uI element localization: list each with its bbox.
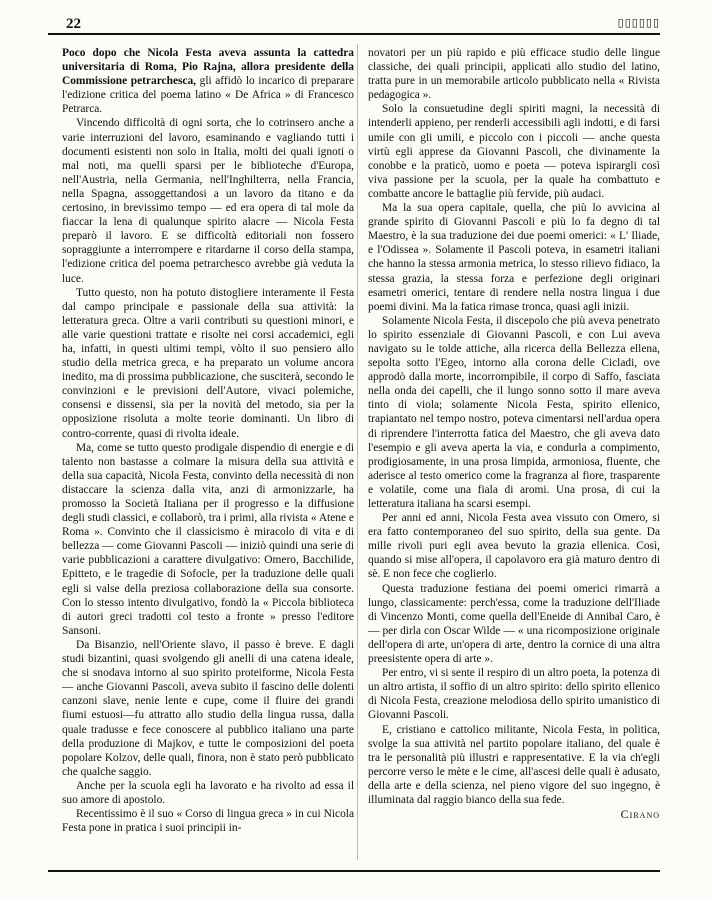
paragraph: Da Bisanzio, nell'Oriente slavo, il passo è breve. E dagli studi bizantini, quasi svolgendo gli anelli di una catena ideale, che si snodava intorno al suo spirito proteiforme, Nicola Festa — anche Giovanni Pascoli, aveva subito il fascino delle dolenti canzoni slave, nenie lente e cupe, come il fluire dei grandi fiumi estuosi—fu attratto allo studio della lingua russa, dalla quale tradusse e fece conoscere al pubblico italiano una parte della produzione di Majkov, e tutte le composizioni del poeta popolare Kolzov, delle quali, finora, non è stato però pubblicato che qualche saggio.: [62, 638, 354, 778]
paragraph: Per entro, vi si sente il respiro di un altro poeta, la potenza di un altro artista, il soffio di un altro spirito: dello spirito ellenico di Nicola Festa, creazione melodiosa dello spirito umanistico di Giovanni Pascoli.: [368, 667, 660, 722]
header-ornament: ▯▯▯▯▯▯: [617, 17, 660, 29]
lead-text: Poco dopo che Nicola Festa aveva assunta la cattedra universitaria di Roma, Pio Rajna, allora presidente della Commissione petrarchesca,: [62, 47, 354, 88]
paragraph: Recentissimo è il suo « Corso di lingua greca » in cui Nicola Festa pone in pratica i suoi principii in-: [62, 808, 354, 835]
paragraph: Questa traduzione festiana dei poemi omerici rimarrà a lungo, classicamente: perch'essa, come la traduzione dell'Iliade di Vincenzo Monti, come quella dell'Eneide di Annibal Caro, è — per dirla con Oscar Wilde — « una ricomposizione originale dell'opera di arte, un'opera di arte, dentro la cornice di una altra preesistente opera di arte ».: [368, 582, 660, 666]
right-column: [368, 46, 660, 821]
paragraph: Ma la sua opera capitale, quella, che più lo avvicina al grande spirito di Giovanni Pascoli e più lo fa degno di tal Maestro, è la sua traduzione dei due poemi omerici: « L' Iliade, e l'Odissea ». Solamente il Pascoli poteva, in esametri italiani che hanno la stessa armonia metrica, lo stesso rilievo fidiaco, la stessa grazia, la stessa forza e perfezione degli originari esametri omerici, tentare di rendere nella nostra lingua i due poemi divini. Ma la fatica rimase tronca, quasi agli inizii.: [368, 202, 660, 313]
paragraph: Vincendo difficoltà di ogni sorta, che lo cotrinsero anche a varie interruzioni del lavoro, esaminando e vagliando tutti i documenti esistenti non solo in Italia, molti dei quali ignoti o mal noti, ma quelli sparsi per le biblioteche d'Europa, nell'Austria, nella Germania, nell'Inghilterra, nella Francia, nella Spagna, assoggettandosi a un lavoro da titano e da certosino, in brevissimo tempo — ed era opera di tal mole da fiaccar la lena di qualunque spirito alacre — Nicola Festa preparò il lavoro. E se difficoltà editoriali non fossero sopraggiunte a interrompere e ritardarne il corso della stampa, l'edizione critica del poema petrarchesco avrebbe già veduta la luce.: [62, 117, 354, 285]
paragraph: Ma, come se tutto questo prodigale dispendio di energie e di talento non bastasse a colmare la misura della sua attività e della sua capacità, Nicola Festa, convinto della necessità di non distaccare la scienza dalla vita, anzi di armonizzarle, ha promosso la Società Italiana per il progresso e la diffusione degli studi classici, e collaborò, tra i primi, alla rivista « Atene e Roma ». Convinto che il classicismo è miracolo di vita e di bellezza — come Giovanni Pascoli — iniziò quindi una serie di varie pubblicazioni a carattere divulgativo: Omero, Bacchilide, Epitteto, e le tragedie di Sofocle, per la traduzione delle quali egli si valse della preziosa collaborazione della sua consorte. Con lo stesso intento divulgativo, fondò la « Piccola biblioteca di autori greci tradotti col testo a fronte » presso l'editore Sansoni.: [62, 441, 354, 637]
paragraph: Solo la consuetudine degli spiriti magni, la necessità di intenderli appieno, per renderli accessibili agli indotti, e di farsi umile con gli umili, e piccolo con i piccoli — anche questa virtù egli apprese da Giovanni Pascoli, che divinamente la conobbe e la praticò, uomo e poeta — poteva ispirargli così viva passione per la scuola, per la quale ha combattuto e combatte ancore le battaglie più fervide, più audaci.: [368, 103, 660, 200]
paragraph: Anche per la scuola egli ha lavorato e ha rivolto ad essa il suo amore di apostolo.: [62, 779, 354, 806]
page-number: 22: [66, 16, 81, 32]
paragraph: Solamente Nicola Festa, il discepolo che più aveva penetrato lo spirito essenziale di Giovanni Pascoli, e con Lui aveva navigato su le tolde attiche, alla ricerca della Bellezza ellena, sepolta sotto l'Egeo, intorno alla corona delle Cicladi, ove approdò dalla morte, incorrompibile, il corpo di Saffo, fasciata nella onda dei capelli, che il lungo sonno sotto il mare aveva tinto di viola; solamente Nicola Festa, spirito ellenico, trapiantato nel tempo nostro, poteva cimentarsi nell'ardua opera di riprendere l'interrotta fatica del Maestro, che gli aveva dato l'esempio e gli aveva aperta la via, e condurla a compimento, prodigiosamente, in una prosa limpida, armoniosa, fluente, che aderisce al testo omerico come la fragranza al fiore, trasparente e volatile, come una fiala di aromi. Una prosa, di cui la letteratura italiana ha scarsi esempi.: [368, 314, 660, 510]
paragraph: E, cristiano e cattolico militante, Nicola Festa, in politica, svolge la sua attività nel partito popolare italiano, del quale è tra le personalità più illustri e rappresentative. E la via ch'egli percorre verso le mète e le cime, all'ascesi delle quali è adusato, della arte e della scienza, nel pieno vigore del suo ingegno, è illuminata dal raggio bianco della sua fede.: [368, 723, 660, 806]
paragraph-text: gli affidò lo incarico di preparare l'edizione critica del poema latino « De Africa » di Francesco Petrarca.: [62, 75, 355, 116]
page-header: [48, 14, 660, 36]
paragraph: Per anni ed anni, Nicola Festa avea vissuto con Omero, si era fatto contemporaneo del suo spirito, della sua gente. Da mille rivoli puri egli avea bevuto la grazia ellenica. Così, quando si mise all'opera, il capolavoro era già maturo dentro di sè. E non fece che coglierlo.: [368, 512, 660, 581]
paragraph: novatori per un più rapido e più efficace studio delle lingue classiche, dei quali principii, applicati allo studio del latino, tratta pure in un memorabile articolo pubblicato nella « Rivista pedagogica ».: [368, 47, 660, 102]
left-column: [62, 46, 354, 835]
header-rule: [48, 33, 660, 35]
paragraph: [62, 46, 354, 116]
bottom-rule: [48, 870, 660, 872]
column-divider: [357, 44, 358, 860]
author-signature: Cirano: [620, 807, 660, 822]
paragraph: Tutto questo, non ha potuto distogliere interamente il Festa dal campo principale e passionale della sua attività: la letteratura greca. Oltre a varii contributi su questioni minori, e alle varie questioni trattate e risolte nei corsi accademici, egli ha, infatti, in questi ultimi tempi, vòlto il suo pensiero allo studio della metrica greca, e ha preparato un volume ancora inedito, ma di prossima pubblicazione, che susciterà, secondo le convinzioni e le previsioni dell'Autore, vivaci polemiche, consensi e dissensi, sia per la novità del metodo, sia per la opposizione risoluta a molte teorie dominanti. Un libro di contro-corrente, quasi di rivolta ideale.: [62, 286, 354, 440]
